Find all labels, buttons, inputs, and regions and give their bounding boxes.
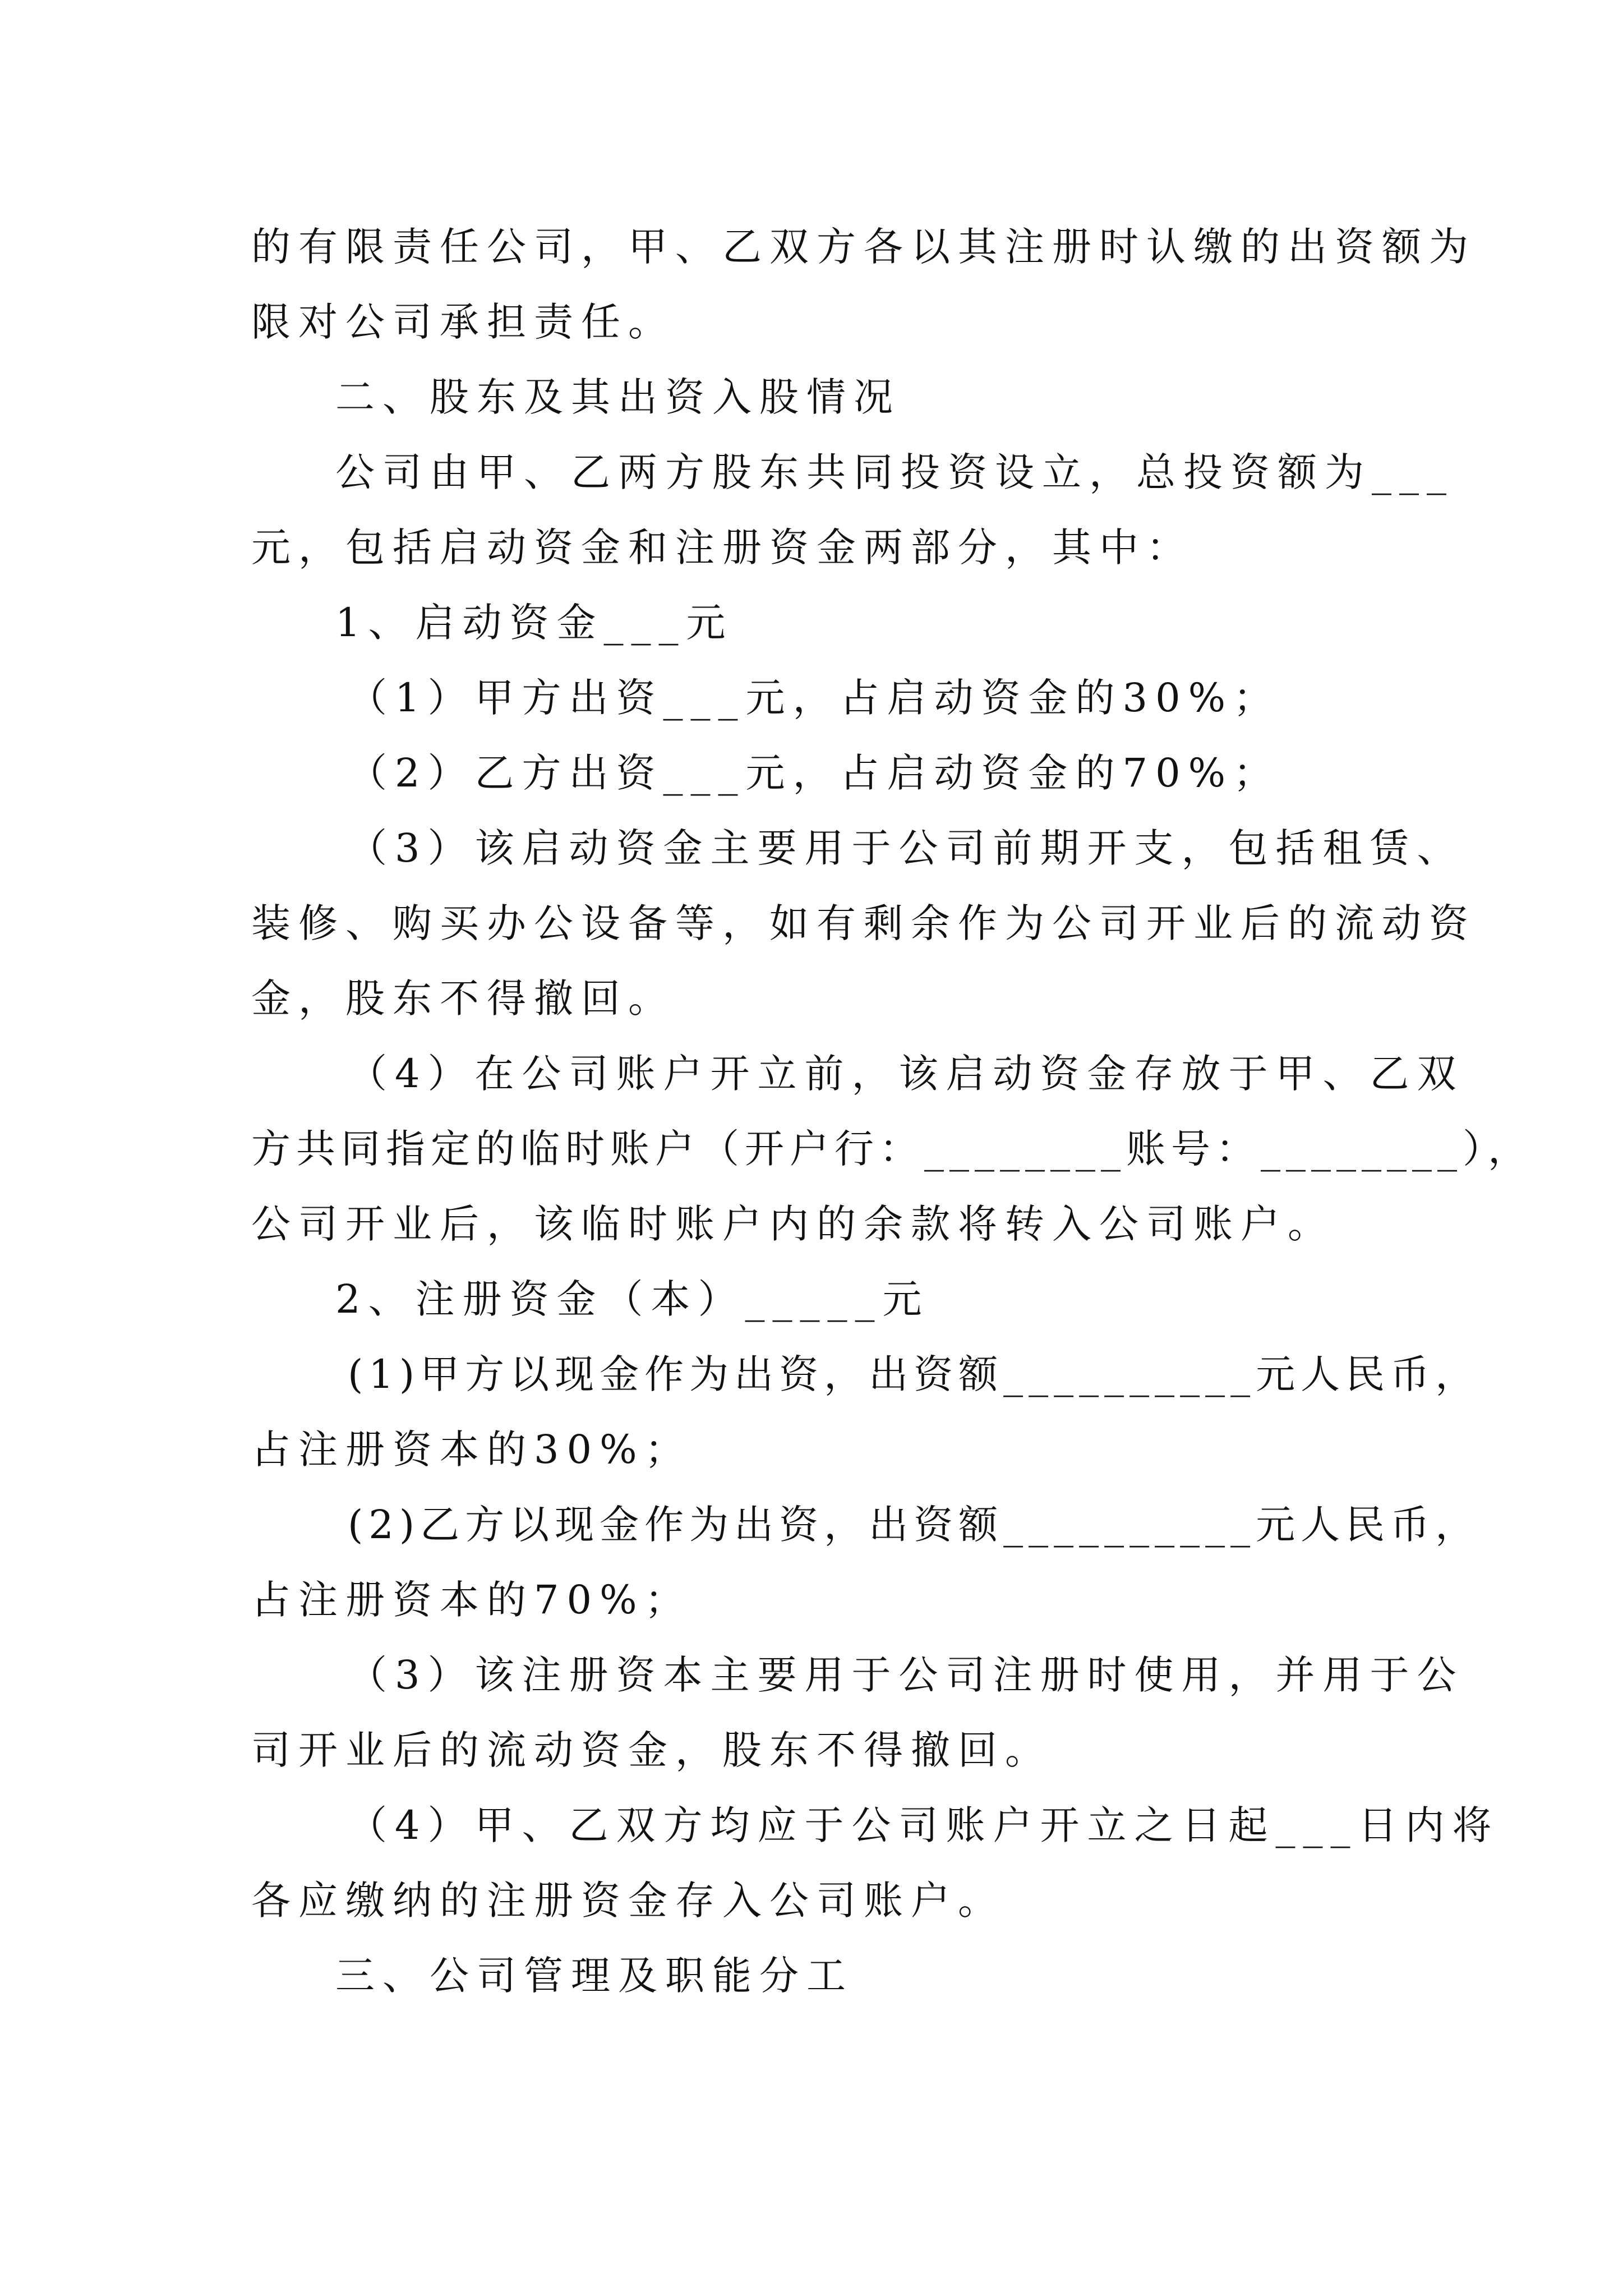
- paragraph-line: 装修、购买办公设备等，如有剩余作为公司开业后的流动资: [251, 900, 1476, 946]
- paragraph-line: 限对公司承担责任。: [251, 299, 675, 345]
- list-item: （3）该注册资本主要用于公司注册时使用，并用于公: [348, 1652, 1464, 1698]
- list-item: (2)乙方以现金作为出资，出资额__________元人民币，: [348, 1502, 1481, 1548]
- section-heading: 三、公司管理及职能分工: [335, 1953, 854, 1999]
- subsection-heading: 1、启动资金___元: [335, 600, 734, 646]
- paragraph-line: 公司由甲、乙两方股东共同投资设立，总投资额为___: [335, 449, 1454, 495]
- list-item: (1)甲方以现金作为出资，出资额__________元人民币，: [348, 1351, 1481, 1397]
- paragraph-line: 司开业后的流动资金，股东不得撤回。: [251, 1727, 1052, 1773]
- paragraph-line: 的有限责任公司，甲、乙双方各以其注册时认缴的出资额为: [251, 224, 1476, 270]
- paragraph-line: 占注册资本的70%；: [251, 1577, 692, 1623]
- paragraph-line: 金，股东不得撤回。: [251, 976, 675, 1022]
- paragraph-line: 各应缴纳的注册资金存入公司账户。: [251, 1878, 1005, 1924]
- paragraph-line: 元，包括启动资金和注册资金两部分，其中：: [251, 524, 1193, 570]
- list-item: （4）在公司账户开立前，该启动资金存放于甲、乙双: [348, 1051, 1464, 1097]
- list-item: （2）乙方出资___元，占启动资金的70%；: [348, 750, 1281, 796]
- list-item: （4）甲、乙双方均应于公司账户开立之日起___日内将: [348, 1802, 1500, 1848]
- list-item: （1）甲方出资___元，占启动资金的30%；: [348, 675, 1281, 721]
- subsection-heading: 2、注册资金（本）_____元: [335, 1276, 930, 1322]
- section-heading: 二、股东及其出资入股情况: [335, 374, 901, 420]
- list-item: （3）该启动资金主要用于公司前期开支，包括租赁、: [348, 825, 1464, 871]
- paragraph-line: 公司开业后，该临时账户内的余款将转入公司账户。: [251, 1201, 1335, 1247]
- paragraph-line: 占注册资本的30%；: [251, 1427, 692, 1473]
- paragraph-line: 方共同指定的临时账户（开户行：________账号：________），: [251, 1126, 1533, 1172]
